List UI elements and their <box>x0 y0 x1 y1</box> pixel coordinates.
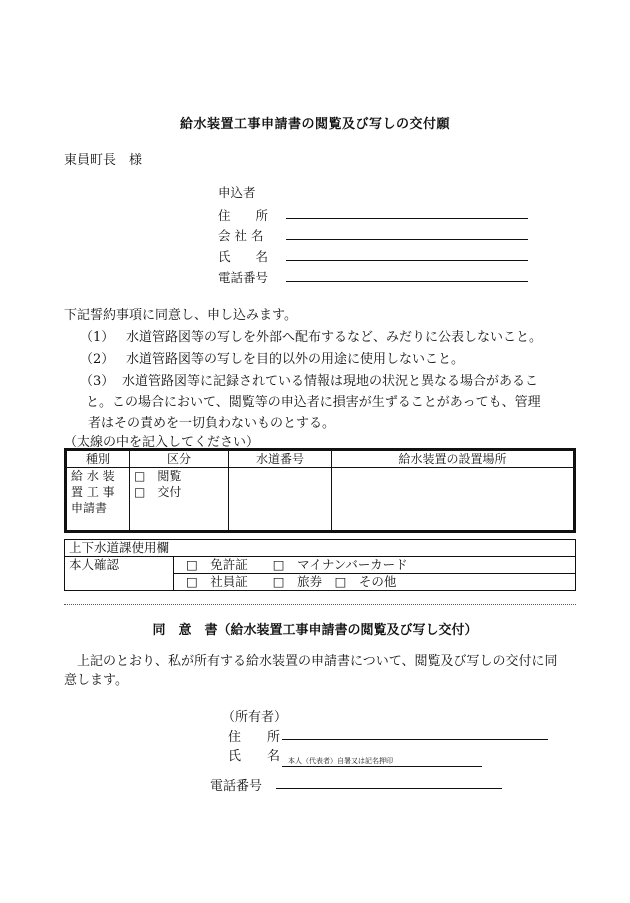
clause-number: （2） <box>80 352 115 367</box>
office-use-header: 上下水道課使用欄 <box>65 540 576 557</box>
applicant-address-input[interactable] <box>286 218 528 219</box>
clause-number: （1） <box>80 330 115 345</box>
applicant-phone-label: 電話番号 <box>218 270 269 285</box>
category-cell <box>130 468 229 532</box>
clause-text: 水道管路図等の写しを目的以外の用途に使用しないこと。 <box>126 352 465 367</box>
col-location: 給水装置の設置場所 <box>332 450 575 468</box>
identity-check-label: 本人確認 <box>65 557 174 591</box>
applicant-phone-input[interactable] <box>286 281 528 282</box>
clause-1 <box>80 326 542 345</box>
type-line: 申請書 <box>71 501 108 515</box>
type-line: 置 工 事 <box>71 485 115 499</box>
clause-3-continued: と。この場合において、閲覧等の申込者に損害が生ずることがあっても、管理 <box>86 395 541 410</box>
applicant-name-label: 氏 名 <box>218 249 269 264</box>
separator-dotted <box>64 604 576 605</box>
col-water-number: 水道番号 <box>229 450 332 468</box>
clause-2 <box>80 348 464 367</box>
applicant-name-input[interactable] <box>286 260 528 261</box>
clause-text: 水道管路図等の写しを外部へ配布するなど、みだりに公表しないこと。 <box>126 330 543 345</box>
type-line: 給 水 装 <box>71 469 115 483</box>
water-number-input[interactable] <box>229 468 332 532</box>
addressee: 東員町長 様 <box>64 153 143 168</box>
location-input[interactable] <box>332 468 575 532</box>
agreement-intro: 下記誓約事項に同意し、申し込みます。 <box>64 308 297 323</box>
clause-3 <box>80 370 538 389</box>
owner-label: （所有者） <box>222 710 288 725</box>
table-row <box>66 468 575 532</box>
owner-name-input[interactable] <box>282 766 482 767</box>
applicant-address-label: 住 所 <box>218 208 269 223</box>
col-category: 区分 <box>130 450 229 468</box>
request-table <box>64 448 576 533</box>
type-cell <box>66 468 130 532</box>
owner-phone-label: 電話番号 <box>210 779 263 794</box>
owner-name-label: 氏 名 <box>228 749 281 764</box>
consent-body: 上記のとおり、私が所有する給水装置の申請書について、閲覧及び写しの交付に同意します。 <box>64 654 558 688</box>
owner-phone-input[interactable] <box>276 788 502 789</box>
applicant-label: 申込者 <box>218 185 256 200</box>
id-options-row-1[interactable]: □ 免許証 □ マイナンバーカード <box>174 557 576 574</box>
office-use-table <box>64 539 576 591</box>
clause-3-continued-2: 者はその責めを一切負わないものとする。 <box>88 416 336 431</box>
id-options-row-2[interactable]: □ 社員証 □ 旅券 □ その他 <box>174 574 576 591</box>
document-title: 給水装置工事申請書の閲覧及び写しの交付願 <box>179 117 450 132</box>
applicant-company-label: 会 社 名 <box>218 228 264 243</box>
consent-title: 同 意 書（給水装置工事申請書の閲覧及び写し交付） <box>152 623 478 638</box>
owner-address-input[interactable] <box>282 739 548 740</box>
fill-instruction: （太線の中を記入してください） <box>64 435 260 450</box>
checkbox-issue[interactable]: □ 交付 <box>134 485 182 499</box>
clause-number: （3） <box>80 374 115 389</box>
col-type: 種別 <box>66 450 130 468</box>
table-header-row <box>66 450 575 468</box>
applicant-company-input[interactable] <box>286 239 528 240</box>
owner-address-label: 住 所 <box>228 730 281 745</box>
signature-note: 本人（代表者）自署又は記名押印 <box>288 757 393 765</box>
checkbox-view[interactable]: □ 閲覧 <box>134 469 182 483</box>
clause-text: 水道管路図等に記録されている情報は現地の状況と異なる場合があるこ <box>122 374 539 389</box>
